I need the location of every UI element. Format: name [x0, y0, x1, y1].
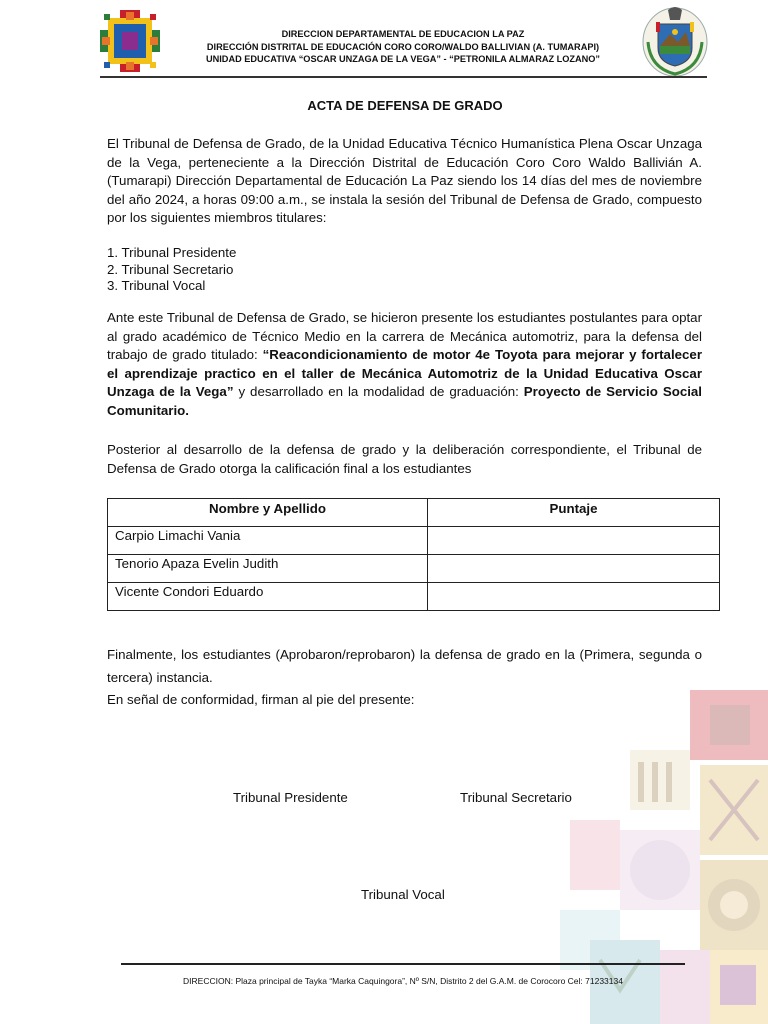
signature-vocal: Tribunal Vocal [361, 887, 445, 902]
header-divider [100, 76, 707, 78]
header-line-3: UNIDAD EDUCATIVA “OSCAR UNZAGA DE LA VEGA” - “PETRONILA ALMARAZ LOZANO” [205, 54, 601, 64]
grading-paragraph: Posterior al desarrollo de la defensa de grado y la deliberación correspondiente, el Tribunal de Defensa de Grado otorga la calificación final a los estudiantes [107, 442, 702, 476]
grades-table [107, 498, 720, 611]
score-cell [428, 583, 720, 611]
signature-secretary: Tribunal Secretario [460, 790, 572, 805]
table-row [108, 583, 720, 611]
student-name-cell: Carpio Limachi Vania [108, 527, 428, 555]
footer-address: DIRECCION: Plaza principal de Tayka “Marka Caquingora”, Nº S/N, Distrito 2 del G.A.M. de Corocoro Cel: 71233134 [183, 976, 623, 986]
defense-text-part2: y desarrollado en la modalidad de graduación: [233, 384, 524, 399]
chakana-logo-icon [100, 10, 160, 72]
list-item: 2. Tribunal Secretario [107, 261, 234, 277]
student-name-cell: Vicente Condori Eduardo [108, 583, 428, 611]
column-header-score: Puntaje [428, 499, 720, 527]
student-name-cell: Tenorio Apaza Evelin Judith [108, 555, 428, 583]
tribunal-members-list [107, 245, 236, 295]
score-cell [428, 555, 720, 583]
andean-pattern-watermark [560, 690, 768, 1024]
conformity-statement: En señal de conformidad, firman al pie del presente: [107, 692, 415, 707]
thesis-title: “Reacondicionamiento de motor 4e Toyota para mejorar y fortalecer el aprendizaje practico en el taller de Mecánica Automotriz de la Unidad Educativa Oscar Unzaga de la Vega” [107, 347, 702, 399]
institution-header [170, 28, 636, 66]
header-line-1: DIRECCION DEPARTAMENTAL DE EDUCACION LA PAZ [281, 29, 525, 39]
table-row [108, 555, 720, 583]
defense-paragraph [107, 309, 702, 420]
column-header-name: Nombre y Apellido [108, 499, 428, 527]
list-item: 1. Tribunal Presidente [107, 245, 237, 260]
signature-president: Tribunal Presidente [233, 790, 348, 805]
graduation-modality: Proyecto de Servicio Social Comunitario. [107, 384, 702, 418]
table-row [108, 527, 720, 555]
defense-text-part1: Ante este Tribunal de Defensa de Grado, se hicieron presente los estudiantes postulantes para optar al grado académico de Técnico Medio en la carrera de Mecánica automotriz, para la defensa del trabajo de grado titulado: [107, 310, 702, 362]
footer-divider [121, 963, 685, 965]
score-cell [428, 527, 720, 555]
list-item: 3. Tribunal Vocal [107, 278, 206, 293]
table-header-row [108, 499, 720, 527]
intro-paragraph: El Tribunal de Defensa de Grado, de la Unidad Educativa Técnico Humanística Plena Oscar Unzaga de la Vega, perteneciente a la Dirección Distrital de Educación Coro Coro Waldo Ballivián A. (Tumarapi) Dirección Departamental de Educación La Paz siendo los 14 días del mes de noviembre del año 2024, a horas 09:00 a.m., se instala la sesión del Tribunal de Defensa de Grado, compuesto por los siguientes miembros titulares: [107, 136, 702, 225]
final-paragraph: Finalmente, los estudiantes (Aprobaron/reprobaron) la defensa de grado en la (Primera, segunda o tercera) instancia. [107, 647, 702, 685]
header-line-2: DIRECCIÓN DISTRITAL DE EDUCACIÓN CORO CORO/WALDO BALLIVIAN (A. TUMARAPI) [206, 41, 600, 52]
document-title: ACTA DE DEFENSA DE GRADO [307, 98, 503, 113]
coat-of-arms-icon [640, 2, 710, 78]
